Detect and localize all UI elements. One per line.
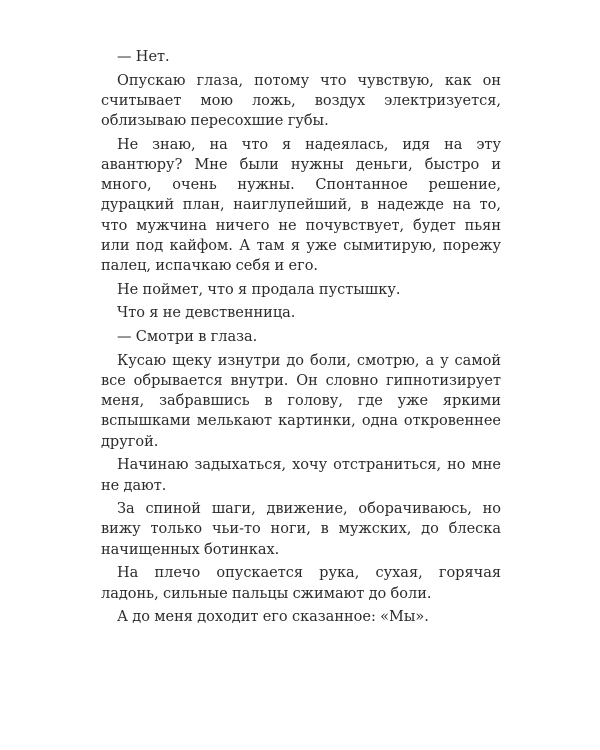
paragraph-7: Кусаю щеку изнутри до боли, смотрю, а у самой все обрывается внутри. Он словно гипнотизирует меня, забравшись в голову, где уже яркими вспышками мелькают картинки, одна откровеннее другой. <box>101 352 501 450</box>
paragraph-10: На плечо опускается рука, сухая, горячая ладонь, сильные пальцы сжимают до боли. <box>101 565 501 602</box>
paragraph-11: А до меня доходит его сказанное: «Мы». <box>117 609 429 626</box>
paragraph-5: Что я не девственница. <box>117 305 296 322</box>
paragraph-8: Начинаю задыхаться, хочу отстраниться, но мне не дают. <box>101 457 501 494</box>
paragraph-1: — Нет. <box>117 49 170 65</box>
paragraph-3: Не знаю, на что я надеялась, идя на эту авантюру? Мне были нужны деньги, быстро и много, очень нужны. Спонтанное решение, дурацкий план, наиглупейший, в надежде на то, что мужчина ничего не почувствует, будет пьян или под кайфом. А там я уже сымитирую, порежу палец, испачкаю себя и его. <box>101 136 501 275</box>
paragraph-9: За спиной шаги, движение, оборачиваюсь, но вижу только чьи-то ноги, в мужских, до блеска начищенных ботинках. <box>101 501 501 558</box>
body-text <box>101 47 501 631</box>
paragraph-2: Опускаю глаза, потому что чувствую, как он считывает мою ложь, воздух электризуется, облизываю пересохшие губы. <box>101 72 501 130</box>
paragraph-6: — Смотри в глаза. <box>117 329 258 346</box>
paragraph-4: Не поймет, что я продала пустышку. <box>117 281 401 298</box>
